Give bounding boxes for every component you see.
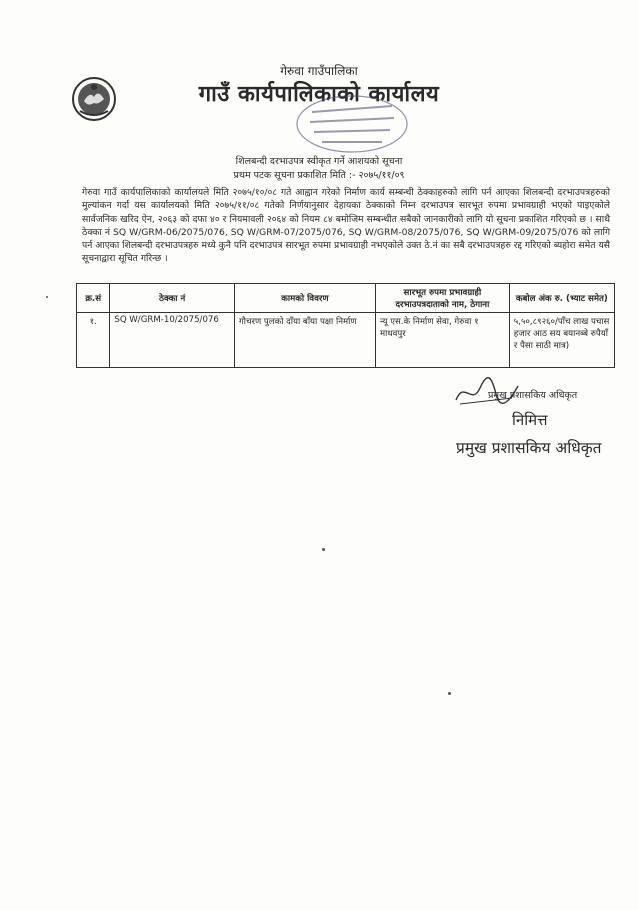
contract-table bbox=[76, 283, 615, 368]
header-bid-amount: कबोल अंक रु. (भ्याट समेत) bbox=[509, 284, 614, 313]
signature-small-title: प्रमुख प्रशासकिय अधिकृत bbox=[488, 390, 578, 401]
notice-paragraph: गेरुवा गाउँ कार्यपालिकाको कार्यालयले मिति २०७५/१०/०८ गते आह्वान गरेको निर्माण कार्य सम्बन्धी ठेक्काहरुको लागि पर्न आएका शिलबन्दी दरभाउपत्रहरुको मुल्यांकन गर्दा यस कार्यालयको मिति २०७५/११/०८ गतेको निर्णयानुसार देहायका ठेक्काको निम्न दरभाउपत्र सारभूत रुपमा प्रभावग्राही भएको पाइएकोले सार्वजनिक खरिद ऐन, २०६३ को दफा ४० र नियमावली २०६४ को नियम ८४ बमोजिम सम्बन्धीत सबैको जानकारीको लागि यो सूचना प्रकाशित गरिएको छ । साथै ठेक्का नं SQ W/GRM-06/2075/076, SQ W/GRM-07/2075/076, SQ W/GRM-08/2075/076, SQ W/GRM-09/2075/076 को लागि पर्न आएका शिलबन्दी दरभाउपत्रहरु मध्ये कुनै पनि दरभाउपत्र सारभूत रुपमा प्रभावग्राही नभएकोले उक्त ठे.नं का सबै दरभाउपत्रहरु रद्द गरिएको ब्यहोरा समेत यसै सूचनाद्वारा सूचित गरिन्छ । bbox=[82, 187, 610, 265]
signature-title: प्रमुख प्रशासकिय अधिकृत bbox=[456, 439, 602, 457]
cell-bidder-name: न्यू एस.के निर्माण सेवा, गेरुवा १ माधवपुर bbox=[375, 313, 509, 368]
header-work-description: कामको विवरण bbox=[234, 284, 375, 313]
header-bidder-name: सारभूत रुपमा प्रभावग्राही दरभाउपत्रदाताको नाम, ठेगाना bbox=[375, 284, 509, 313]
header-contract-no: ठेक्का नं bbox=[110, 284, 235, 313]
publication-date: प्रथम पटक सूचना प्रकाशित मिति :- २०७५/११/०९ bbox=[233, 170, 405, 181]
cell-serial: १. bbox=[77, 313, 110, 368]
cell-bid-amount: ५,५०,८९२६०/पाँच लाख पचास हजार आठ सय बयानब्बे रुपैयाँ र पैसा साठी मात्र) bbox=[509, 313, 614, 368]
municipality-name: गेरुवा गाउँपालिका bbox=[280, 64, 358, 78]
cell-contract-no: SQ W/GRM-10/2075/076 bbox=[110, 313, 235, 368]
scan-speck bbox=[46, 296, 48, 298]
scan-speck bbox=[322, 548, 325, 551]
cell-work-description: गौचरण पुलको दाँया बाँया पक्षा निर्माण bbox=[234, 313, 375, 368]
signature-nimitta: निमित्त bbox=[512, 411, 548, 429]
table-header-row bbox=[77, 284, 615, 313]
office-title: गाउँ कार्यपालिकाको कार्यालय bbox=[198, 82, 440, 107]
notice-title: शिलबन्दी दरभाउपत्र स्वीकृत गर्ने आशयको सूचना bbox=[235, 156, 403, 167]
table-row bbox=[77, 313, 615, 368]
header-serial: क्र.सं bbox=[77, 284, 110, 313]
scan-speck bbox=[448, 692, 451, 695]
official-stamp-icon bbox=[292, 92, 412, 157]
